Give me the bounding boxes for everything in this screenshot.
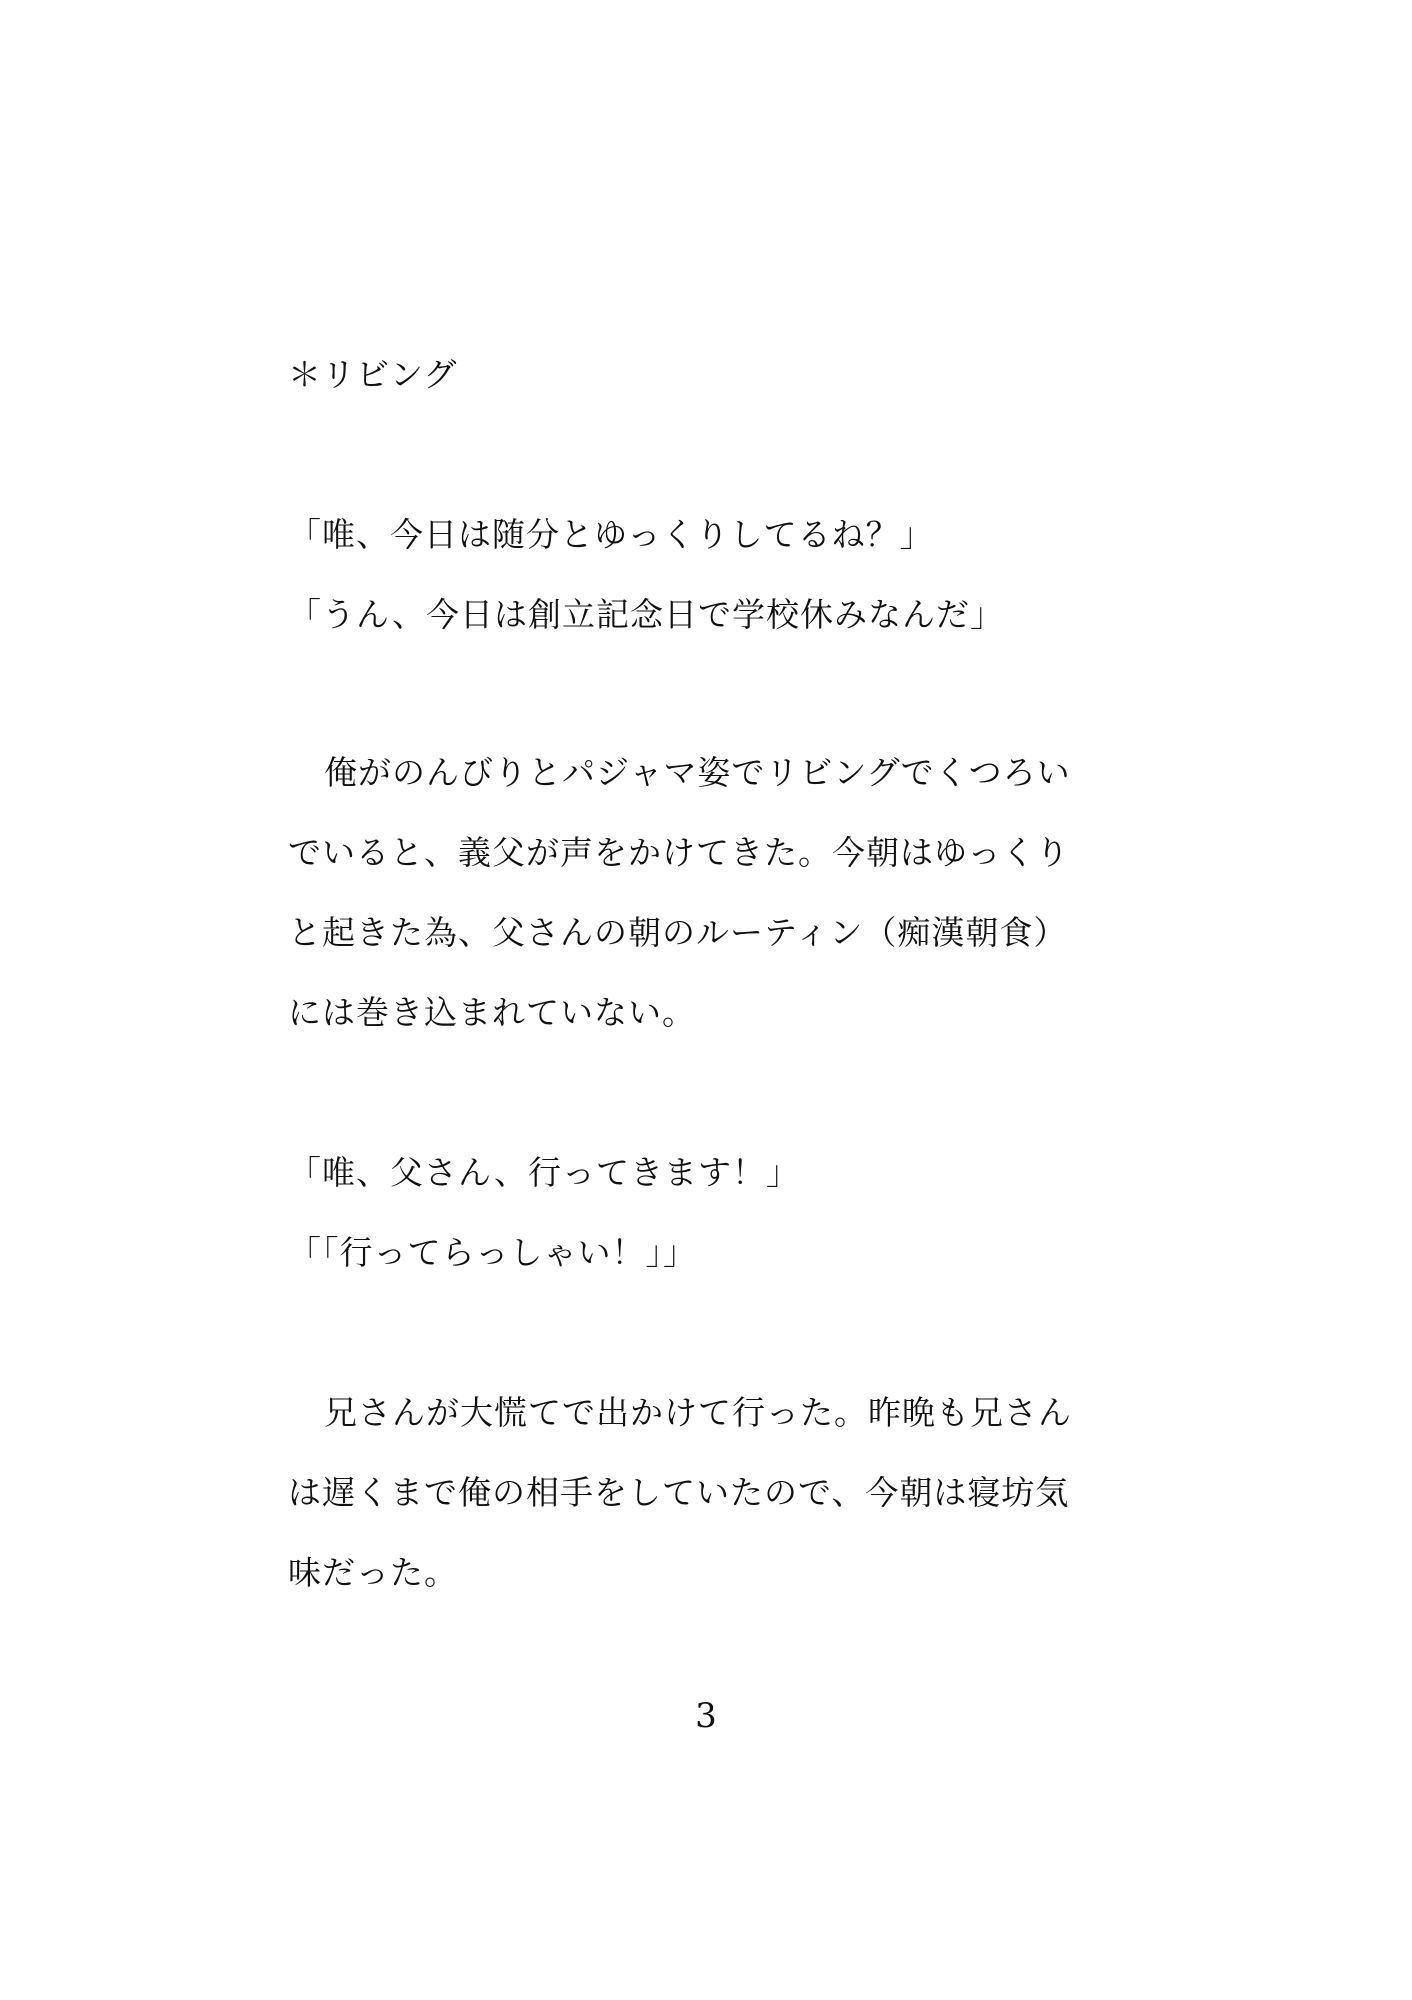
dialogue-line: 「「行ってらっしゃい！」」 <box>288 1233 697 1272</box>
paragraph-line: と起きた為、父さんの朝のルーティン（痴漢朝食） <box>288 913 1068 952</box>
paragraph-line: でいると、義父が声をかけてきた。今朝はゆっくり <box>288 833 1070 872</box>
section-heading: ＊リビング <box>288 355 458 394</box>
page-number: 3 <box>695 1696 717 1736</box>
dialogue-line: 「うん、今日は創立記念日で学校休みなんだ」 <box>288 595 1004 634</box>
paragraph-line: 味だった。 <box>288 1553 458 1592</box>
paragraph-line: 俺がのんびりとパジャマ姿でリビングでくつろい <box>324 753 1071 792</box>
paragraph-line: 兄さんが大慌てで出かけて行った。昨晩も兄さん <box>324 1393 1072 1432</box>
paragraph-line: には巻き込まれていない。 <box>288 993 696 1032</box>
paragraph-line: は遅くまで俺の相手をしていたので、今朝は寝坊気 <box>288 1473 1070 1512</box>
dialogue-line: 「唯、父さん、行ってきます！」 <box>288 1153 800 1192</box>
dialogue-line: 「唯、今日は随分とゆっくりしてるね？」 <box>288 515 934 554</box>
